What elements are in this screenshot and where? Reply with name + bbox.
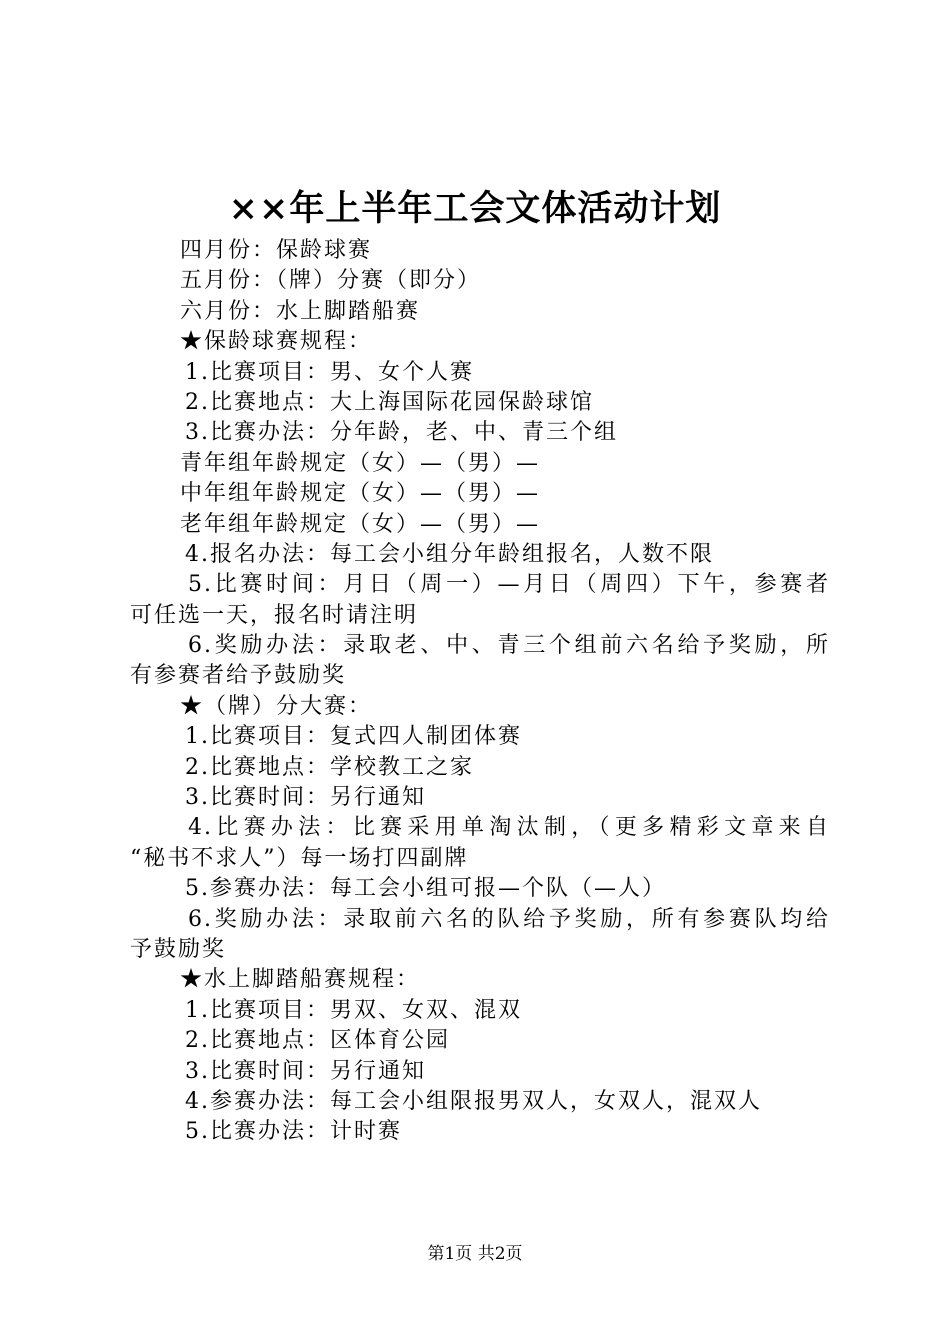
page-footer: 第1页 共2页 bbox=[427, 1244, 523, 1264]
bowling-item-5: 5.比赛时间：月日（周一）—月日（周四）下午，参赛者 bbox=[188, 572, 830, 598]
bowling-senior-group: 老年组年龄规定（女）—（男）— bbox=[180, 511, 541, 537]
bowling-youth-group: 青年组年龄规定（女）—（男）— bbox=[180, 450, 541, 476]
cards-item-6-cont: 予鼓励奖 bbox=[130, 936, 227, 962]
section-heading-bowling: ★保龄球赛规程： bbox=[180, 329, 373, 355]
cards-item-6: 6.奖励办法：录取前六名的队给予奖励，所有参赛队均给 bbox=[188, 906, 830, 932]
schedule-june: 六月份：水上脚踏船赛 bbox=[180, 298, 421, 324]
section-heading-boat: ★水上脚踏船赛规程： bbox=[180, 967, 421, 993]
bowling-item-6: 6.奖励办法：录取老、中、青三个组前六名给予奖励，所 bbox=[188, 633, 830, 659]
bowling-middle-group: 中年组年龄规定（女）—（男）— bbox=[180, 481, 541, 507]
cards-item-5: 5.参赛办法：每工会小组可报—个队（—人） bbox=[185, 876, 666, 902]
document-title: ××年上半年工会文体活动计划 bbox=[228, 188, 722, 229]
bowling-item-4: 4.报名办法：每工会小组分年龄组报名，人数不限 bbox=[185, 541, 714, 567]
bowling-item-2: 2.比赛地点：大上海国际花园保龄球馆 bbox=[185, 389, 594, 415]
boat-item-4: 4.参赛办法：每工会小组限报男双人，女双人，混双人 bbox=[185, 1088, 762, 1114]
bowling-item-5-cont: 可任选一天，报名时请注明 bbox=[130, 602, 419, 628]
boat-item-2: 2.比赛地点：区体育公园 bbox=[185, 1028, 450, 1054]
cards-item-3: 3.比赛时间：另行通知 bbox=[185, 785, 426, 811]
section-heading-cards: ★（牌）分大赛： bbox=[180, 693, 373, 719]
bowling-item-6-cont: 有参赛者给予鼓励奖 bbox=[130, 663, 347, 689]
bowling-item-1: 1.比赛项目：男、女个人赛 bbox=[185, 359, 474, 385]
cards-item-2: 2.比赛地点：学校教工之家 bbox=[185, 754, 474, 780]
cards-item-4-cont: “秘书不求人”）每一场打四副牌 bbox=[130, 845, 469, 871]
boat-item-3: 3.比赛时间：另行通知 bbox=[185, 1058, 426, 1084]
bowling-item-3: 3.比赛办法：分年龄，老、中、青三个组 bbox=[185, 420, 618, 446]
boat-item-1: 1.比赛项目：男双、女双、混双 bbox=[185, 997, 522, 1023]
cards-item-4: 4.比赛办法：比赛采用单淘汰制，（更多精彩文章来自 bbox=[188, 815, 830, 841]
schedule-may: 五月份：（牌）分赛（即分） bbox=[180, 268, 482, 294]
cards-item-1: 1.比赛项目：复式四人制团体赛 bbox=[185, 724, 522, 750]
schedule-april: 四月份：保龄球赛 bbox=[180, 238, 373, 263]
document-body bbox=[130, 236, 830, 1148]
boat-item-5: 5.比赛办法：计时赛 bbox=[185, 1119, 402, 1145]
